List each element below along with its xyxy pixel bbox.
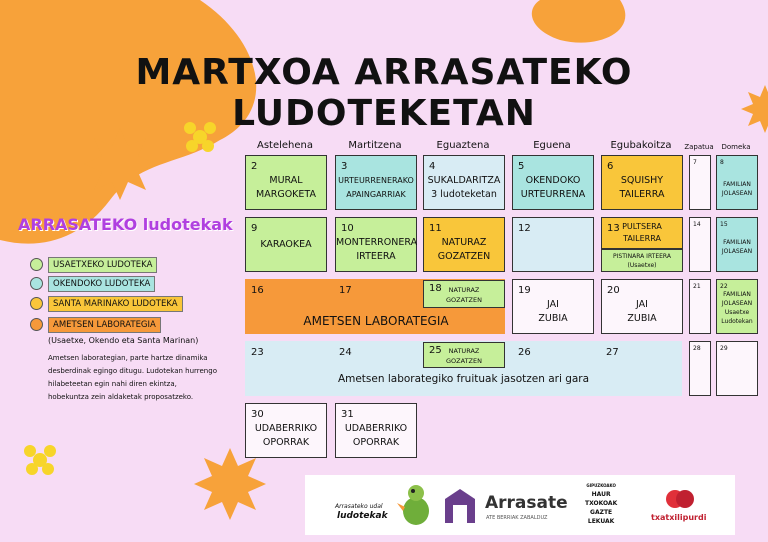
day-cell: 9 KARAOKEA: [245, 217, 327, 272]
ametsen-laborategia-block: 16 17 AMETSEN LABORATEGIA: [245, 279, 505, 334]
legend-dot-santa-marina: [30, 297, 43, 310]
day-header-saturday: Zapatua: [684, 143, 714, 151]
legend-item-okendo: OKENDOKO LUDOTEKA: [48, 276, 155, 292]
txatxilipurdi-logo-icon: [665, 487, 695, 511]
day-header-friday: Egubakoitza: [610, 140, 672, 151]
day-cell: 4 SUKALDARITZA 3 ludoteketan: [423, 155, 505, 210]
footer-logos: [305, 475, 735, 535]
arrasate-logo-icon: [443, 487, 477, 525]
legend-heading: ARRASATEKO ludotekak: [18, 215, 233, 234]
dragon-icon: [397, 481, 435, 529]
day-header-wednesday: Eguaztena: [436, 140, 490, 151]
day-cell: 31 UDABERRIKO OPORRAK: [335, 403, 417, 458]
day-cell: 21: [689, 279, 711, 334]
day-cell: 2 MURAL MARGOKETA: [245, 155, 327, 210]
legend-description: Ametsen laborategian, parte hartze dinamika desberdinak egingo ditugu. Ludotekan hurrengo hilabeteetan egin nahi diren ekintza, hobekuntza zein aldaketak proposatzeko.: [48, 354, 217, 401]
haurtxoko-logo: GIPUZKOAKO HAUR TXOKOAK GAZTE LEKUAK: [585, 483, 618, 525]
day-cell: 22 FAMILIAN JOLASEAN Usaetxe Ludotekan: [716, 279, 758, 334]
day-header-tuesday: Martitzena: [348, 140, 402, 151]
day-cell: 6 SQUISHY TAILERRA: [601, 155, 683, 210]
day-cell: 25 NATURAZ GOZATZEN: [423, 342, 505, 368]
legend-dot-okendo: [30, 277, 43, 290]
legend-dot-usaetxe: [30, 258, 43, 271]
day-cell: 20 JAI ZUBIA: [601, 279, 683, 334]
day-cell: 28: [689, 341, 711, 396]
legend-dot-ametsen: [30, 318, 43, 331]
day-cell: 12: [512, 217, 594, 272]
txatxilipurdi-logo-name: txatxilipurdi: [651, 513, 707, 522]
day-cell: 5 OKENDOKO URTEURRENA: [512, 155, 594, 210]
day-cell-sub: PISTINARA IRTEERA (Usaetxe): [601, 249, 683, 272]
day-cell: 18 NATURAZ GOZATZEN: [423, 280, 505, 308]
arrasate-logo-name: Arrasate: [485, 493, 568, 513]
day-cell: 14: [689, 217, 711, 272]
ludotekak-logo-line1: Arrasateko udal: [335, 503, 383, 510]
day-cell: 19 JAI ZUBIA: [512, 279, 594, 334]
day-cell: 13 PULTSERA TAILERRA: [601, 217, 683, 249]
day-cell: 29: [716, 341, 758, 396]
page-title: MARTXOA ARRASATEKO LUDOTEKETAN: [135, 52, 633, 134]
legend-item-usaetxe: USAETXEKO LUDOTEKA: [48, 257, 157, 273]
arrasate-logo-tagline: ATE BERRIAK ZABALDUZ: [486, 515, 548, 521]
day-cell: 3 URTEURRENERAKO APAINGARRIAK: [335, 155, 417, 210]
day-cell: 10 MONTERRONERA IRTEERA: [335, 217, 417, 272]
fruits-block: 23 24 26 27 Ametsen laborategiko fruituak jasotzen ari gara: [245, 341, 682, 396]
day-header-monday: Astelehena: [256, 140, 313, 151]
day-cell: 7: [689, 155, 711, 210]
day-header-thursday: Eguena: [533, 140, 571, 151]
legend-item-ametsen: AMETSEN LABORATEGIA: [48, 317, 161, 333]
legend-note: (Usaetxe, Okendo eta Santa Marinan): [48, 336, 199, 345]
day-header-sunday: Domeka: [721, 143, 751, 151]
ludotekak-logo-line2: ludotekak: [337, 511, 388, 521]
day-cell: 11 NATURAZ GOZATZEN: [423, 217, 505, 272]
legend-item-santa-marina: SANTA MARINAKO LUDOTEKA: [48, 296, 183, 312]
day-cell: 30 UDABERRIKO OPORRAK: [245, 403, 327, 458]
day-cell: 15 FAMILIAN JOLASEAN: [716, 217, 758, 272]
day-cell: 8 FAMILIAN JOLASEAN: [716, 155, 758, 210]
